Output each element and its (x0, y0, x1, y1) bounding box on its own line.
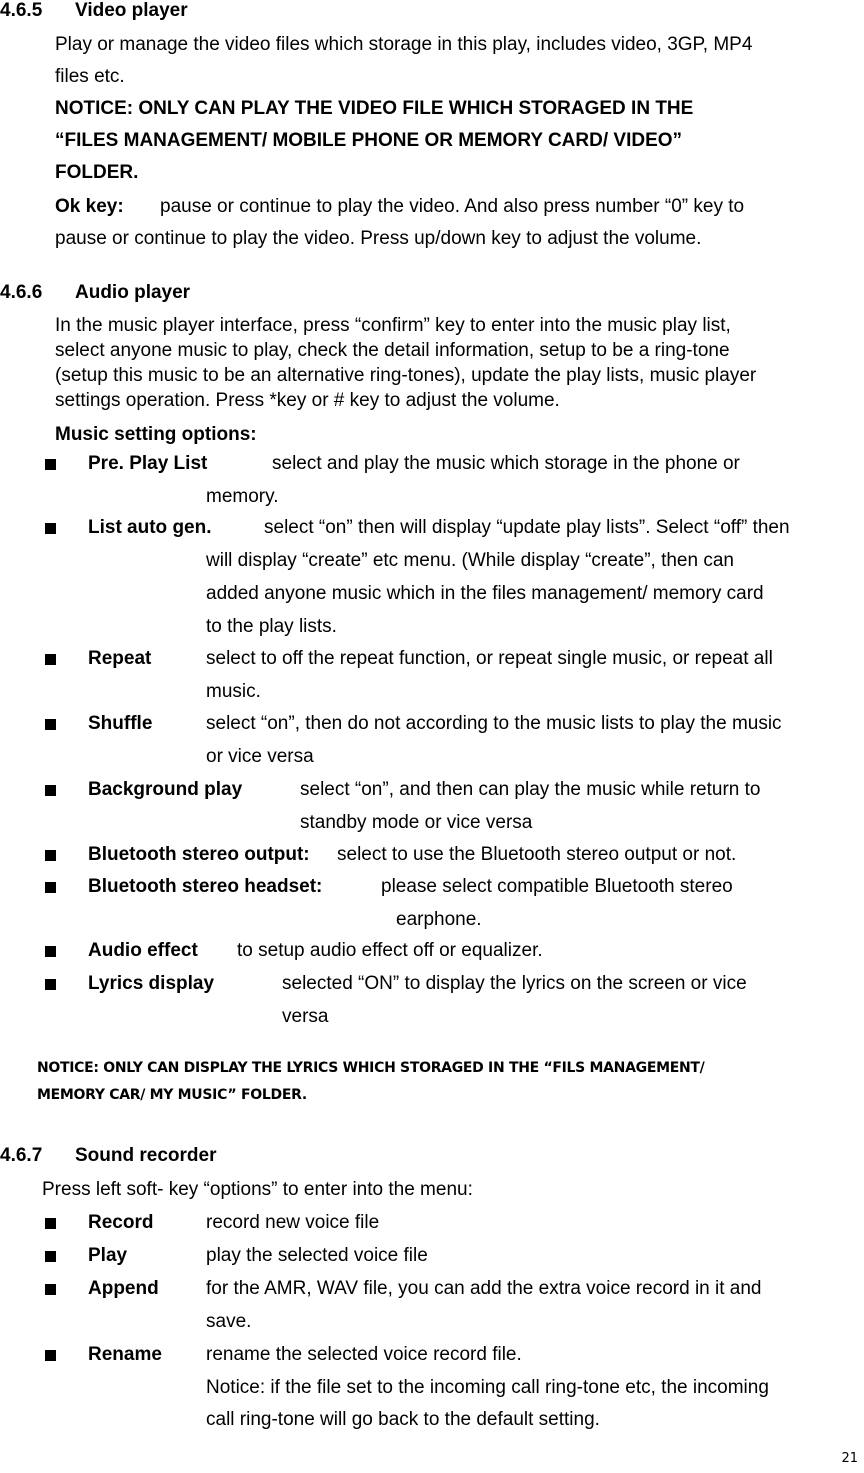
option-text: select “on” then will display “update play lists”. Select “off” then (264, 517, 790, 538)
option-text: play the selected voice file (206, 1245, 428, 1266)
option-label: Append (88, 1278, 159, 1299)
video-paragraph-line: files etc. (55, 66, 125, 87)
option-text: earphone. (396, 909, 482, 930)
audio-paragraph-line: settings operation. Press *key or # key to adjust the volume. (55, 390, 560, 411)
ok-key-text: pause or continue to play the video. And also press number “0” key to (160, 196, 745, 217)
option-label: Audio effect (88, 940, 198, 961)
section-number-recorder: 4.6.7 (0, 1145, 43, 1166)
audio-paragraph-line: (setup this music to be an alternative ring-tones), update the play lists, music player (55, 365, 757, 386)
lyrics-notice-line: NOTICE: ONLY CAN DISPLAY THE LYRICS WHICH STORAGED IN THE “FILS MANAGEMENT/ (37, 1060, 705, 1076)
option-text: will display “create” etc menu. (While display “create”, then can (206, 550, 734, 571)
section-number-video: 4.6.5 (0, 0, 43, 21)
bullet-icon (45, 654, 56, 665)
option-text: Notice: if the file set to the incoming call ring-tone etc, the incoming (206, 1377, 769, 1398)
option-label: Play (88, 1245, 128, 1266)
option-text: music. (206, 681, 261, 702)
ok-key-text: pause or continue to play the video. Press up/down key to adjust the volume. (55, 228, 702, 249)
option-text: or vice versa (206, 746, 314, 767)
section-title-recorder: Sound recorder (75, 1145, 217, 1166)
video-notice-line: FOLDER. (55, 162, 139, 183)
option-text: save. (206, 1311, 252, 1332)
option-text: to setup audio effect off or equalizer. (237, 940, 543, 961)
bullet-icon (45, 979, 56, 990)
audio-paragraph-line: In the music player interface, press “confirm” key to enter into the music play list, (55, 315, 731, 336)
ok-key-label: Ok key: (55, 196, 124, 217)
option-text: added anyone music which in the files management/ memory card (206, 583, 764, 604)
option-text: call ring-tone will go back to the default setting. (206, 1409, 600, 1430)
bullet-icon (45, 1284, 56, 1295)
recorder-intro: Press left soft- key “options” to enter into the menu: (42, 1179, 473, 1200)
option-text: for the AMR, WAV file, you can add the extra voice record in it and (206, 1278, 762, 1299)
option-label: Bluetooth stereo headset: (88, 876, 323, 897)
option-text: please select compatible Bluetooth stereo (381, 876, 733, 897)
option-label: Shuffle (88, 713, 153, 734)
bullet-icon (45, 459, 56, 470)
option-label: Repeat (88, 648, 152, 669)
option-text: rename the selected voice record file. (206, 1344, 522, 1365)
bullet-icon (45, 719, 56, 730)
bullet-icon (45, 785, 56, 796)
option-label: Lyrics display (88, 973, 215, 994)
section-title-video: Video player (75, 0, 188, 21)
audio-paragraph-line: select anyone music to play, check the detail information, setup to be a ring-tone (55, 340, 730, 361)
option-text: select and play the music which storage in the phone or (272, 453, 740, 474)
option-text: select “on”, and then can play the music while return to (300, 779, 761, 800)
option-label: Background play (88, 779, 243, 800)
section-number-audio: 4.6.6 (0, 282, 43, 303)
option-text: standby mode or vice versa (300, 812, 533, 833)
option-label: Pre. Play List (88, 453, 208, 474)
page-number: 21 (841, 1451, 858, 1466)
music-options-heading: Music setting options: (55, 424, 257, 445)
option-text: to the play lists. (206, 616, 337, 637)
bullet-icon (45, 1251, 56, 1262)
bullet-icon (45, 523, 56, 534)
option-text: memory. (206, 486, 279, 507)
bullet-icon (45, 1350, 56, 1361)
section-title-audio: Audio player (75, 282, 191, 303)
option-text: select “on”, then do not according to the music lists to play the music (206, 713, 782, 734)
option-label: Rename (88, 1344, 162, 1365)
option-text: record new voice file (206, 1212, 380, 1233)
video-notice-line: “FILES MANAGEMENT/ MOBILE PHONE OR MEMORY CARD/ VIDEO” (55, 130, 683, 151)
option-label: Bluetooth stereo output: (88, 844, 310, 865)
option-text: select to off the repeat function, or repeat single music, or repeat all (206, 648, 773, 669)
video-notice-line: NOTICE: ONLY CAN PLAY THE VIDEO FILE WHICH STORAGED IN THE (55, 98, 694, 119)
option-text: selected “ON” to display the lyrics on the screen or vice (282, 973, 747, 994)
option-label: Record (88, 1212, 154, 1233)
option-label: List auto gen. (88, 517, 212, 538)
bullet-icon (45, 882, 56, 893)
lyrics-notice-line: MEMORY CAR/ MY MUSIC” FOLDER. (37, 1087, 307, 1103)
bullet-icon (45, 850, 56, 861)
bullet-icon (45, 946, 56, 957)
video-paragraph-line: Play or manage the video files which storage in this play, includes video, 3GP, MP4 (55, 34, 753, 55)
option-text: versa (282, 1006, 329, 1027)
bullet-icon (45, 1218, 56, 1229)
option-text: select to use the Bluetooth stereo output or not. (337, 844, 737, 865)
